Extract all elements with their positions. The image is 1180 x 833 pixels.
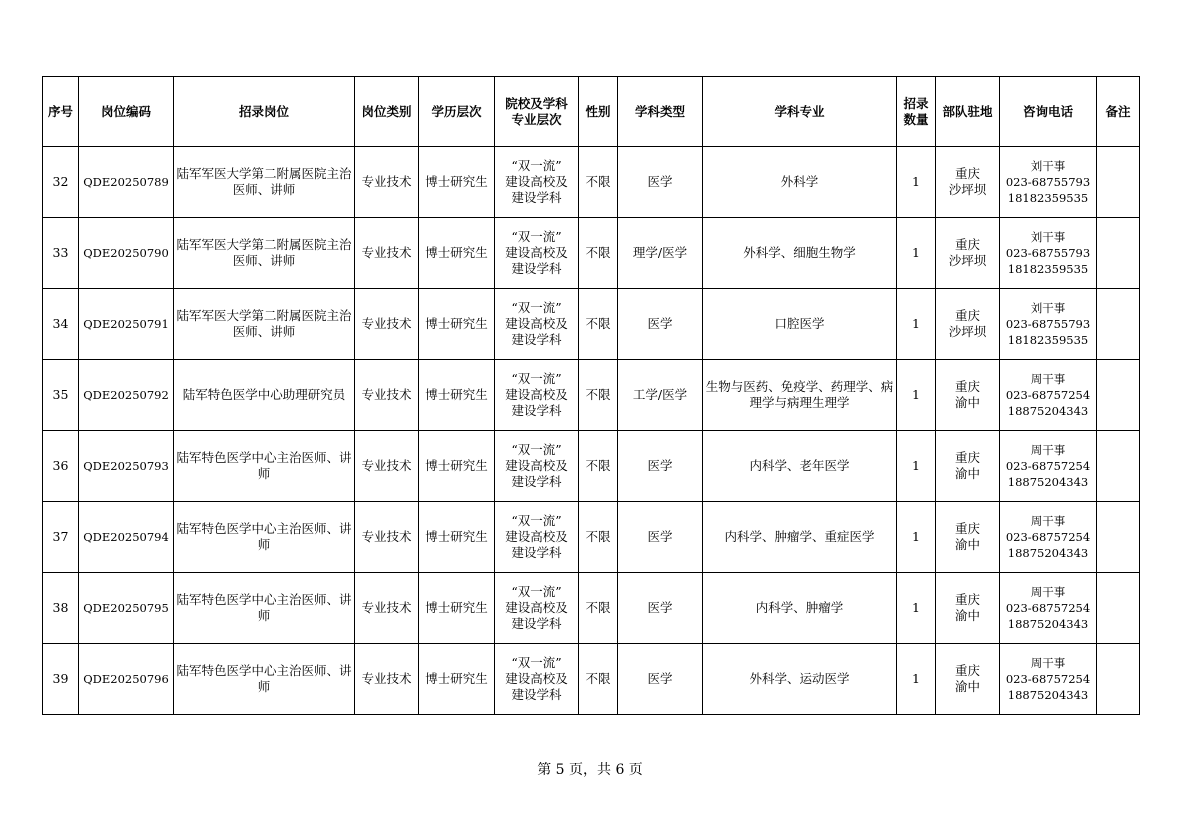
table-row [43,502,1140,573]
cell-remark [1097,644,1140,715]
table-header-row [43,77,1140,147]
cell-index: 35 [43,360,79,431]
header-location: 部队驻地 [936,77,1000,147]
cell-degree: 博士研究生 [419,147,495,218]
cell-type: 专业技术 [355,502,419,573]
cell-code: QDE20250791 [79,289,174,360]
cell-subject: 理学/医学 [618,218,703,289]
cell-degree: 博士研究生 [419,502,495,573]
header-gender: 性别 [579,77,618,147]
table-row [43,218,1140,289]
table-row [43,147,1140,218]
header-subject-type: 学科类型 [618,77,703,147]
cell-remark [1097,289,1140,360]
header-school-level: 院校及学科 专业层次 [495,77,579,147]
cell-post: 陆军军医大学第二附属医院主治医师、讲师 [174,147,355,218]
cell-post: 陆军军医大学第二附属医院主治医师、讲师 [174,218,355,289]
header-post-type: 岗位类别 [355,77,419,147]
cell-index: 37 [43,502,79,573]
cell-subject: 工学/医学 [618,360,703,431]
cell-type: 专业技术 [355,644,419,715]
cell-phone: 周干事 023-68757254 18875204343 [1000,644,1097,715]
cell-subject: 医学 [618,502,703,573]
recruitment-table [42,76,1140,715]
cell-code: QDE20250790 [79,218,174,289]
cell-remark [1097,502,1140,573]
cell-degree: 博士研究生 [419,431,495,502]
cell-type: 专业技术 [355,431,419,502]
cell-code: QDE20250796 [79,644,174,715]
cell-remark [1097,573,1140,644]
cell-location: 重庆 沙坪坝 [936,218,1000,289]
cell-quota: 1 [897,289,936,360]
cell-major: 内科学、肿瘤学、重症医学 [703,502,897,573]
cell-school: “双一流” 建设高校及 建设学科 [495,502,579,573]
cell-phone: 周干事 023-68757254 18875204343 [1000,360,1097,431]
cell-major: 口腔医学 [703,289,897,360]
cell-quota: 1 [897,218,936,289]
cell-gender: 不限 [579,431,618,502]
cell-phone: 刘干事 023-68755793 18182359535 [1000,218,1097,289]
cell-index: 33 [43,218,79,289]
cell-location: 重庆 渝中 [936,502,1000,573]
cell-post: 陆军特色医学中心主治医师、讲师 [174,502,355,573]
cell-post: 陆军特色医学中心主治医师、讲师 [174,431,355,502]
cell-degree: 博士研究生 [419,218,495,289]
cell-degree: 博士研究生 [419,644,495,715]
cell-gender: 不限 [579,644,618,715]
cell-quota: 1 [897,644,936,715]
cell-post: 陆军军医大学第二附属医院主治医师、讲师 [174,289,355,360]
table-row [43,573,1140,644]
header-quota: 招录 数量 [897,77,936,147]
table-row [43,289,1140,360]
table-row [43,644,1140,715]
header-post: 招录岗位 [174,77,355,147]
cell-code: QDE20250794 [79,502,174,573]
cell-location: 重庆 渝中 [936,360,1000,431]
header-phone: 咨询电话 [1000,77,1097,147]
cell-subject: 医学 [618,147,703,218]
cell-index: 32 [43,147,79,218]
cell-remark [1097,360,1140,431]
cell-degree: 博士研究生 [419,289,495,360]
cell-quota: 1 [897,573,936,644]
cell-code: QDE20250792 [79,360,174,431]
cell-remark [1097,147,1140,218]
cell-code: QDE20250789 [79,147,174,218]
header-major: 学科专业 [703,77,897,147]
header-index: 序号 [43,77,79,147]
cell-school: “双一流” 建设高校及 建设学科 [495,289,579,360]
cell-major: 外科学、细胞生物学 [703,218,897,289]
cell-gender: 不限 [579,360,618,431]
cell-type: 专业技术 [355,573,419,644]
cell-location: 重庆 沙坪坝 [936,147,1000,218]
cell-quota: 1 [897,147,936,218]
cell-type: 专业技术 [355,218,419,289]
cell-post: 陆军特色医学中心主治医师、讲师 [174,573,355,644]
cell-degree: 博士研究生 [419,360,495,431]
cell-post: 陆军特色医学中心主治医师、讲师 [174,644,355,715]
table-row [43,360,1140,431]
cell-degree: 博士研究生 [419,573,495,644]
cell-major: 生物与医药、免疫学、药理学、病理学与病理生理学 [703,360,897,431]
cell-remark [1097,431,1140,502]
header-remark: 备注 [1097,77,1140,147]
cell-index: 39 [43,644,79,715]
cell-school: “双一流” 建设高校及 建设学科 [495,147,579,218]
cell-major: 内科学、老年医学 [703,431,897,502]
cell-location: 重庆 渝中 [936,644,1000,715]
cell-major: 外科学 [703,147,897,218]
page-footer: 第 5 页，共 6 页 [537,762,643,778]
cell-subject: 医学 [618,573,703,644]
cell-location: 重庆 渝中 [936,431,1000,502]
cell-gender: 不限 [579,289,618,360]
cell-school: “双一流” 建设高校及 建设学科 [495,573,579,644]
table-row [43,431,1140,502]
cell-gender: 不限 [579,502,618,573]
cell-type: 专业技术 [355,289,419,360]
cell-subject: 医学 [618,431,703,502]
cell-code: QDE20250795 [79,573,174,644]
cell-school: “双一流” 建设高校及 建设学科 [495,218,579,289]
cell-school: “双一流” 建设高校及 建设学科 [495,431,579,502]
cell-index: 36 [43,431,79,502]
cell-remark [1097,218,1140,289]
cell-type: 专业技术 [355,147,419,218]
cell-index: 34 [43,289,79,360]
cell-quota: 1 [897,360,936,431]
cell-subject: 医学 [618,644,703,715]
cell-phone: 周干事 023-68757254 18875204343 [1000,502,1097,573]
cell-quota: 1 [897,502,936,573]
cell-gender: 不限 [579,147,618,218]
cell-subject: 医学 [618,289,703,360]
header-post-code: 岗位编码 [79,77,174,147]
cell-location: 重庆 沙坪坝 [936,289,1000,360]
cell-gender: 不限 [579,573,618,644]
cell-phone: 周干事 023-68757254 18875204343 [1000,431,1097,502]
cell-phone: 刘干事 023-68755793 18182359535 [1000,289,1097,360]
cell-code: QDE20250793 [79,431,174,502]
cell-school: “双一流” 建设高校及 建设学科 [495,360,579,431]
cell-type: 专业技术 [355,360,419,431]
cell-phone: 周干事 023-68757254 18875204343 [1000,573,1097,644]
cell-gender: 不限 [579,218,618,289]
header-degree: 学历层次 [419,77,495,147]
cell-school: “双一流” 建设高校及 建设学科 [495,644,579,715]
cell-quota: 1 [897,431,936,502]
cell-post: 陆军特色医学中心助理研究员 [174,360,355,431]
cell-major: 外科学、运动医学 [703,644,897,715]
cell-major: 内科学、肿瘤学 [703,573,897,644]
cell-phone: 刘干事 023-68755793 18182359535 [1000,147,1097,218]
cell-location: 重庆 渝中 [936,573,1000,644]
cell-index: 38 [43,573,79,644]
